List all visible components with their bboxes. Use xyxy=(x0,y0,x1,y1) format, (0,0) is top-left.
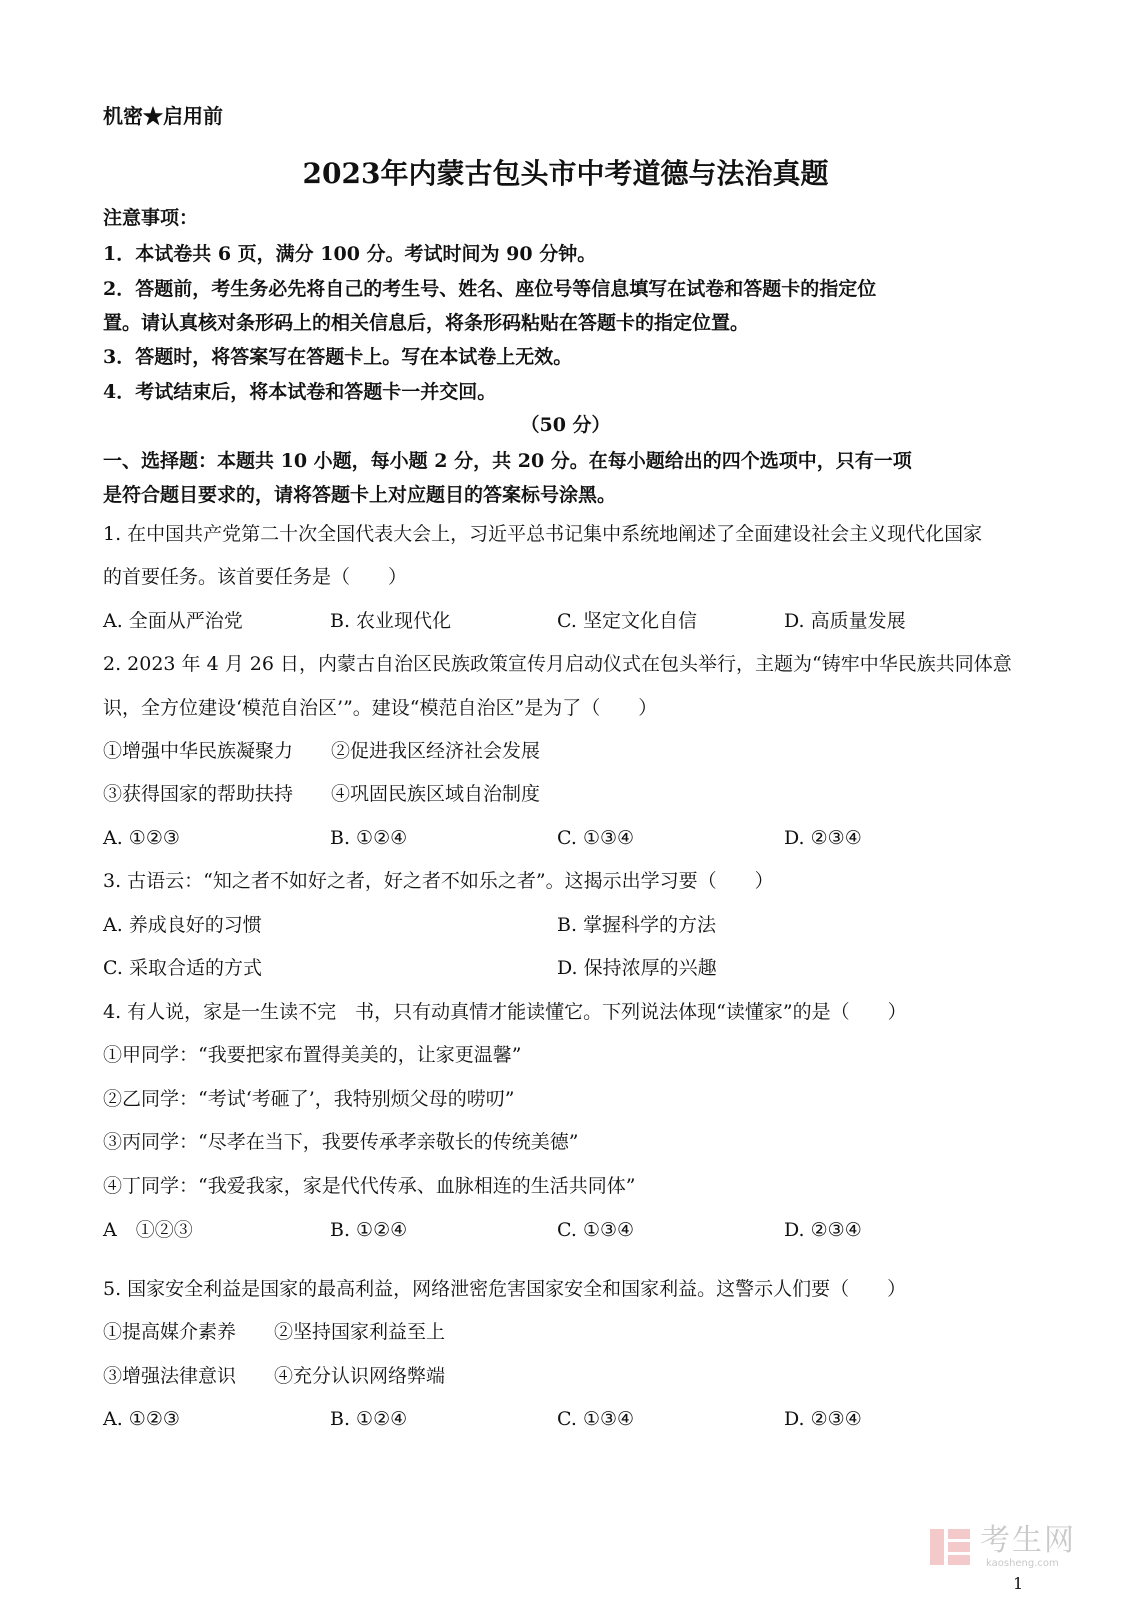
q5-statements-line2: ③增强法律意识 ④充分认识网络弊端 xyxy=(103,1365,446,1387)
q4-statement-4: ④丁同学：“我爱我家，家是代代传承、血脉相连的生活共同体” xyxy=(103,1175,636,1197)
section-score: （50 分） xyxy=(520,414,611,436)
kaosheng-logo-icon xyxy=(928,1525,972,1569)
section-heading-line2: 是符合题目要求的，请将答题卡上对应题目的答案标号涂黑。 xyxy=(103,484,617,506)
watermark xyxy=(928,1525,1098,1569)
notice-item-2-cont: 置。请认真核对条形码上的相关信息后，将条形码粘贴在答题卡的指定位置。 xyxy=(103,312,750,334)
q3-option-d: D. 保持浓厚的兴趣 xyxy=(557,957,717,979)
section-heading-line1: 一、选择题：本题共 10 小题，每小题 2 分，共 20 分。在每小题给出的四个选项中，只有一项 xyxy=(103,450,912,472)
q5-option-a: A. ①②③ xyxy=(103,1408,180,1430)
q5-option-c: C. ①③④ xyxy=(557,1408,635,1430)
q2-option-b: B. ①②④ xyxy=(330,827,408,849)
q4-option-c: C. ①③④ xyxy=(557,1219,635,1241)
q4-option-a: A ①②③ xyxy=(103,1219,193,1241)
watermark-domain: kaosheng.com xyxy=(986,1558,1059,1569)
q2-option-a: A. ①②③ xyxy=(103,827,180,849)
confidential-label: 机密★启用前 xyxy=(103,104,223,128)
q2-option-d: D. ②③④ xyxy=(784,827,862,849)
q1-stem-line1: 1. 在中国共产党第二十次全国代表大会上，习近平总书记集中系统地阐述了全面建设社会主义现代化国家 xyxy=(103,523,983,545)
q3-stem: 3. 古语云：“知之者不如好之者，好之者不如乐之者”。这揭示出学习要（ ） xyxy=(103,870,774,892)
page-title: 2023年内蒙古包头市中考道德与法治真题 xyxy=(302,157,829,190)
notice-item-4: 4．考试结束后，将本试卷和答题卡一并交回。 xyxy=(103,381,497,403)
q4-statement-1: ①甲同学：“我要把家布置得美美的，让家更温馨” xyxy=(103,1044,522,1066)
q2-option-c: C. ①③④ xyxy=(557,827,635,849)
q4-option-b: B. ①②④ xyxy=(330,1219,408,1241)
q2-statements-line2: ③获得国家的帮助扶持 ④巩固民族区域自治制度 xyxy=(103,783,541,805)
q1-option-b: B. 农业现代化 xyxy=(330,610,452,632)
q4-option-d: D. ②③④ xyxy=(784,1219,862,1241)
q2-stem-line1: 2. 2023 年 4 月 26 日，内蒙古自治区民族政策宣传月启动仪式在包头举行，主题为“铸牢中华民族共同体意 xyxy=(103,653,1012,675)
q2-stem-line2: 识，全方位建设‘模范自治区’”。建设“模范自治区”是为了（ ） xyxy=(103,697,658,719)
page-number: 1 xyxy=(1013,1574,1024,1593)
q3-option-b: B. 掌握科学的方法 xyxy=(557,914,717,936)
notice-item-2: 2．答题前，考生务必先将自己的考生号、姓名、座位号等信息填写在试卷和答题卡的指定位 xyxy=(103,278,877,300)
q3-option-c: C. 采取合适的方式 xyxy=(103,957,262,979)
q1-stem-line2: 的首要任务。该首要任务是（ ） xyxy=(103,566,408,588)
q1-option-a: A. 全面从严治党 xyxy=(103,610,243,632)
notice-heading: 注意事项： xyxy=(103,207,199,229)
q5-stem: 5. 国家安全利益是国家的最高利益，网络泄密危害国家安全和国家利益。这警示人们要（ ） xyxy=(103,1278,907,1300)
q5-option-d: D. ②③④ xyxy=(784,1408,862,1430)
q5-statements-line1: ①提高媒介素养 ②坚持国家利益至上 xyxy=(103,1321,446,1343)
q4-statement-3: ③丙同学：“尽孝在当下，我要传承孝亲敬长的传统美德” xyxy=(103,1131,579,1153)
q5-option-b: B. ①②④ xyxy=(330,1408,408,1430)
notice-item-1: 1．本试卷共 6 页，满分 100 分。考试时间为 90 分钟。 xyxy=(103,243,597,265)
q2-statements-line1: ①增强中华民族凝聚力 ②促进我区经济社会发展 xyxy=(103,740,541,762)
watermark-text: 考生网 xyxy=(980,1523,1076,1558)
q4-stem: 4. 有人说，家是一生读不完 书，只有动真情才能读懂它。下列说法体现“读懂家”的是（ ） xyxy=(103,1001,907,1023)
q3-option-a: A. 养成良好的习惯 xyxy=(103,914,262,936)
notice-item-3: 3．答题时，将答案写在答题卡上。写在本试卷上无效。 xyxy=(103,346,573,368)
q4-statement-2: ②乙同学：“考试‘考砸了’，我特别烦父母的唠叨” xyxy=(103,1088,515,1110)
q1-option-d: D. 高质量发展 xyxy=(784,610,906,632)
q1-option-c: C. 坚定文化自信 xyxy=(557,610,697,632)
